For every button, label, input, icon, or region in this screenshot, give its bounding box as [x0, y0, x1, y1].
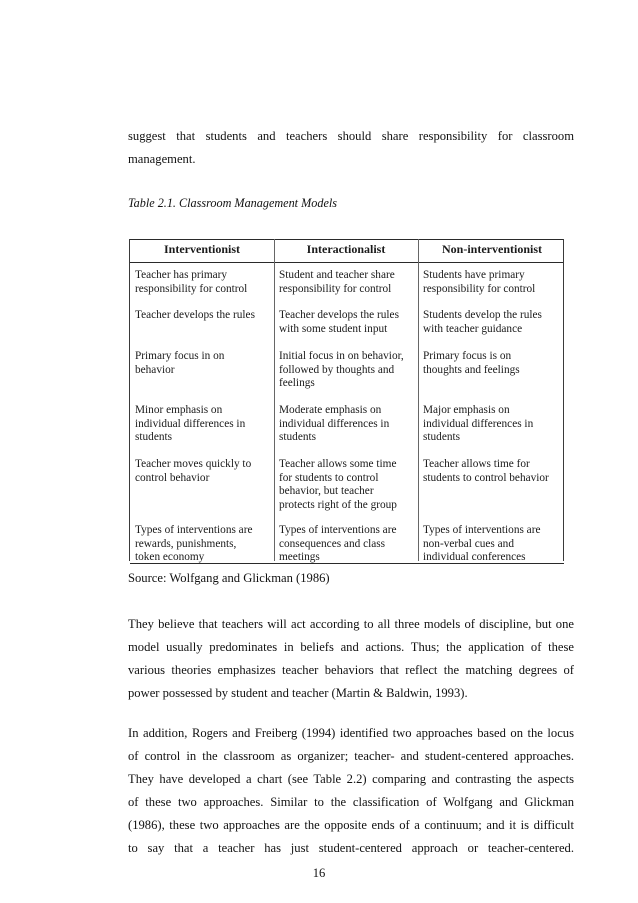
table-left-border — [129, 239, 130, 561]
cell-line: Teacher moves quickly to — [135, 458, 252, 470]
cell-line: responsibility for control — [279, 282, 392, 295]
table-cell — [135, 309, 255, 323]
cell-line: Minor emphasis on — [135, 404, 223, 416]
paragraph-line: various theories emphasizes teacher behaviors that reflect the matching degrees of — [128, 663, 574, 677]
cell-line: control behavior — [135, 471, 210, 484]
cell-line: Teacher allows time for — [423, 458, 530, 470]
cell-line: responsibility for control — [135, 282, 248, 295]
cell-line: feelings — [279, 377, 315, 390]
cell-line: thoughts and feelings — [423, 363, 520, 376]
cell-line: students — [135, 431, 173, 444]
body-paragraph — [128, 722, 574, 860]
cell-line: Student and teacher share — [279, 269, 395, 281]
header-non-interventionist: Non-interventionist — [442, 242, 542, 256]
paragraph-line: of control in the classroom as organizer; teacher- and student-centered approaches. — [128, 749, 574, 763]
cell-line: students — [279, 431, 317, 444]
table-header-rule — [130, 262, 564, 263]
cell-line: Students develop the rules — [423, 309, 542, 321]
cell-line: with some student input — [279, 322, 388, 335]
cell-line: responsibility for control — [423, 282, 536, 295]
body-paragraph — [128, 613, 574, 705]
cell-line: protects right of the group — [279, 498, 397, 511]
cell-line: Students have primary — [423, 269, 525, 281]
cell-line: Moderate emphasis on — [279, 404, 382, 416]
cell-line: Teacher allows some time — [279, 458, 397, 470]
table-cell — [423, 404, 533, 445]
classroom-management-table — [128, 234, 566, 564]
paragraph-line: They have developed a chart (see Table 2.2) comparing and contrasting the aspects — [128, 772, 574, 786]
cell-line: individual differences in — [279, 417, 390, 430]
cell-line: students to control behavior — [423, 471, 549, 484]
header-interventionist: Interventionist — [164, 242, 240, 256]
cell-line: Teacher has primary — [135, 269, 228, 281]
cell-line: Teacher develops the rules — [279, 309, 399, 321]
paragraph-line: In addition, Rogers and Freiberg (1994) identified two approaches based on the locus — [128, 726, 574, 740]
table-source: Source: Wolfgang and Glickman (1986) — [128, 571, 330, 585]
table-cell — [279, 404, 389, 445]
table-cell — [423, 350, 520, 377]
table-header-row — [128, 239, 564, 259]
intro-paragraph — [128, 125, 574, 171]
cell-line: individual differences in — [423, 417, 534, 430]
paragraph-line: of these two approaches. Similar to the classification of Wolfgang and Glickman — [128, 795, 574, 809]
table-cell — [135, 350, 224, 377]
table-cell — [423, 309, 542, 336]
table-cell — [279, 458, 397, 512]
cell-line: Types of interventions are — [423, 524, 541, 536]
cell-line: non-verbal cues and — [423, 537, 514, 550]
cell-line: behavior — [135, 363, 175, 376]
cell-line: for students to control — [279, 471, 379, 484]
table-cell — [423, 269, 535, 296]
table-column-divider — [418, 239, 419, 561]
cell-line: students — [423, 431, 461, 444]
paragraph-line: model usually predominates in beliefs and actions. Thus; the application of these — [128, 640, 574, 654]
table-right-border — [563, 239, 564, 561]
table-cell — [279, 269, 395, 296]
cell-line: token economy — [135, 551, 205, 564]
table-cell — [279, 309, 399, 336]
cell-line: consequences and class — [279, 537, 386, 550]
table-cell — [279, 350, 404, 391]
table-cell — [135, 458, 251, 485]
paragraph-line: to say that a teacher has just student-centered approach or teacher-centered. — [128, 841, 574, 855]
intro-line: management. — [128, 152, 196, 166]
intro-line: suggest that students and teachers should share responsibility for classroom — [128, 129, 574, 143]
table-column-divider — [274, 239, 275, 561]
paragraph-line: (1986), these two approaches are the opposite ends of a continuum; and it is difficult — [128, 818, 574, 832]
cell-line: rewards, punishments, — [135, 537, 237, 550]
table-cell — [135, 404, 245, 445]
cell-line: Types of interventions are — [279, 524, 397, 536]
cell-line: Primary focus in on — [135, 350, 225, 362]
cell-line: individual differences in — [135, 417, 246, 430]
cell-line: followed by thoughts and — [279, 363, 395, 376]
cell-line: Types of interventions are — [135, 524, 253, 536]
paragraph-line: power possessed by student and teacher (Martin & Baldwin, 1993). — [128, 686, 468, 700]
cell-line: Primary focus is on — [423, 350, 512, 362]
paragraph-line: They believe that teachers will act according to all three models of discipline, but one — [128, 617, 574, 631]
table-caption: Table 2.1. Classroom Management Models — [128, 196, 337, 210]
cell-line: Initial focus in on behavior, — [279, 350, 404, 362]
cell-line: Teacher develops the rules — [135, 309, 255, 321]
cell-line: with teacher guidance — [423, 322, 523, 335]
table-cell — [423, 524, 540, 565]
table-cell — [135, 524, 252, 565]
cell-line: Major emphasis on — [423, 404, 510, 416]
page-number: 16 — [312, 866, 326, 880]
cell-line: meetings — [279, 551, 320, 564]
header-interactionalist: Interactionalist — [306, 242, 386, 256]
cell-line: behavior, but teacher — [279, 485, 374, 498]
table-cell — [135, 269, 247, 296]
table-cell — [423, 458, 549, 485]
cell-line: individual conferences — [423, 551, 526, 564]
table-cell — [279, 524, 396, 565]
